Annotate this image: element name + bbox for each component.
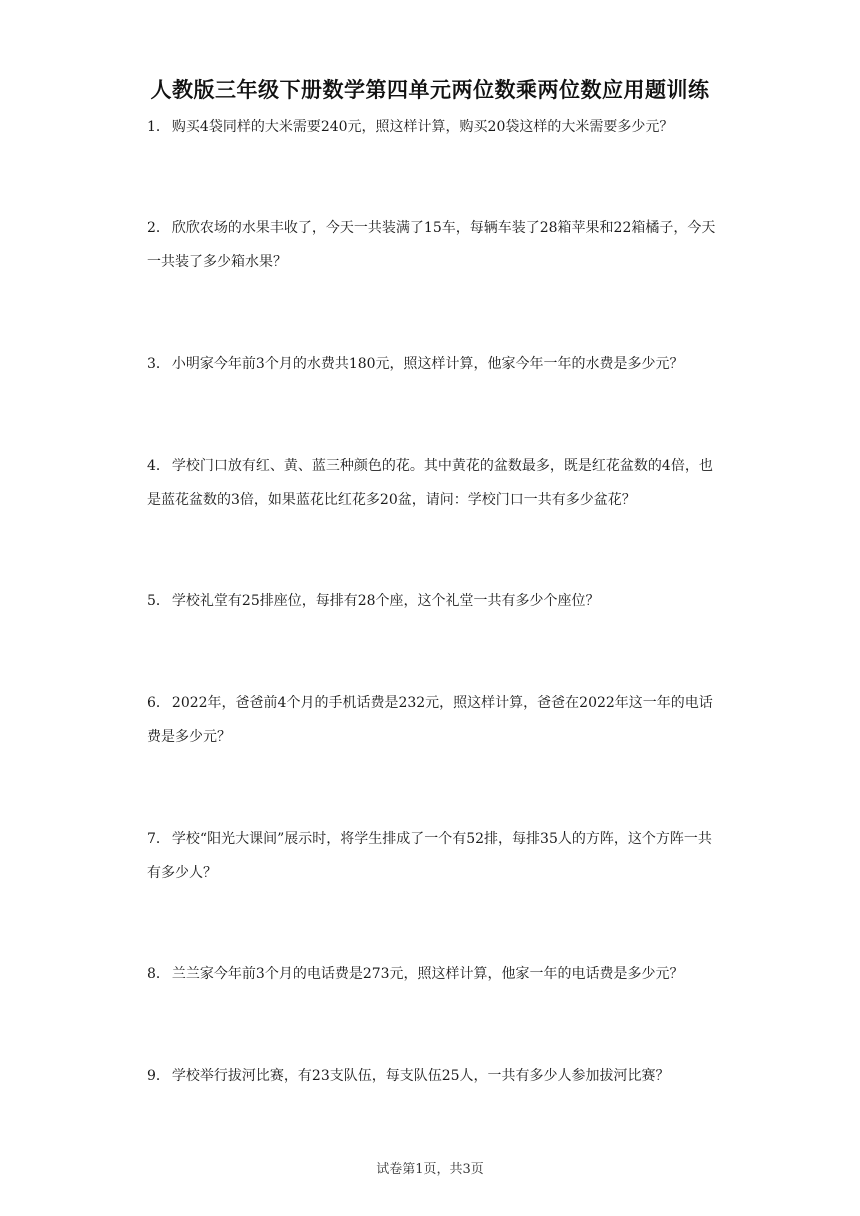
- question-text: 学校举行拔河比赛，有23支队伍，每支队伍25人，一共有多少人参加拔河比赛？: [171, 1068, 670, 1084]
- question-number: 7．: [147, 831, 170, 847]
- question-text: 2022年，爸爸前4个月的手机话费是232元，照这样计算，爸爸在2022年这一年的电话费是多少元？: [147, 695, 713, 745]
- question-number: 5．: [147, 593, 170, 609]
- question-number: 2．: [147, 220, 170, 236]
- question-number: 9．: [147, 1068, 170, 1084]
- page-footer: 试卷第1页，共3页: [376, 1162, 484, 1177]
- question-5: [147, 584, 717, 618]
- question-text: 兰兰家今年前3个月的电话费是273元，照这样计算，他家一年的电话费是多少元？: [171, 966, 684, 982]
- page-title: 人教版三年级下册数学第四单元两位数乘两位数应用题训练: [150, 78, 710, 102]
- question-text: 学校门口放有红、黄、蓝三种颜色的花。其中黄花的盆数最多，既是红花盆数的4倍，也是蓝花盆数的3倍，如果蓝花比红花多20盆，请问：学校门口一共有多少盆花？: [147, 458, 713, 508]
- question-text: 小明家今年前3个月的水费共180元，照这样计算，他家今年一年的水费是多少元？: [171, 356, 684, 372]
- question-text: 学校“阳光大课间”展示时，将学生排成了一个有52排，每排35人的方阵，这个方阵一共有多少人？: [147, 831, 712, 881]
- question-text: 欣欣农场的水果丰收了，今天一共装满了15车，每辆车装了28箱苹果和22箱橘子，今天一共装了多少箱水果？: [147, 220, 716, 270]
- question-6: [147, 686, 717, 754]
- question-text: 购买4袋同样的大米需要240元，照这样计算，购买20袋这样的大米需要多少元？: [171, 119, 674, 135]
- question-1: [147, 110, 717, 144]
- question-number: 3．: [147, 356, 170, 372]
- question-text: 学校礼堂有25排座位，每排有28个座，这个礼堂一共有多少个座位？: [171, 593, 600, 609]
- question-9: [147, 1059, 717, 1093]
- question-number: 4．: [147, 458, 170, 474]
- question-number: 1．: [147, 119, 170, 135]
- question-3: [147, 347, 717, 381]
- question-7: [147, 822, 717, 890]
- question-number: 8．: [147, 966, 170, 982]
- question-8: [147, 957, 717, 991]
- question-2: [147, 211, 717, 279]
- question-number: 6．: [147, 695, 170, 711]
- question-4: [147, 449, 717, 517]
